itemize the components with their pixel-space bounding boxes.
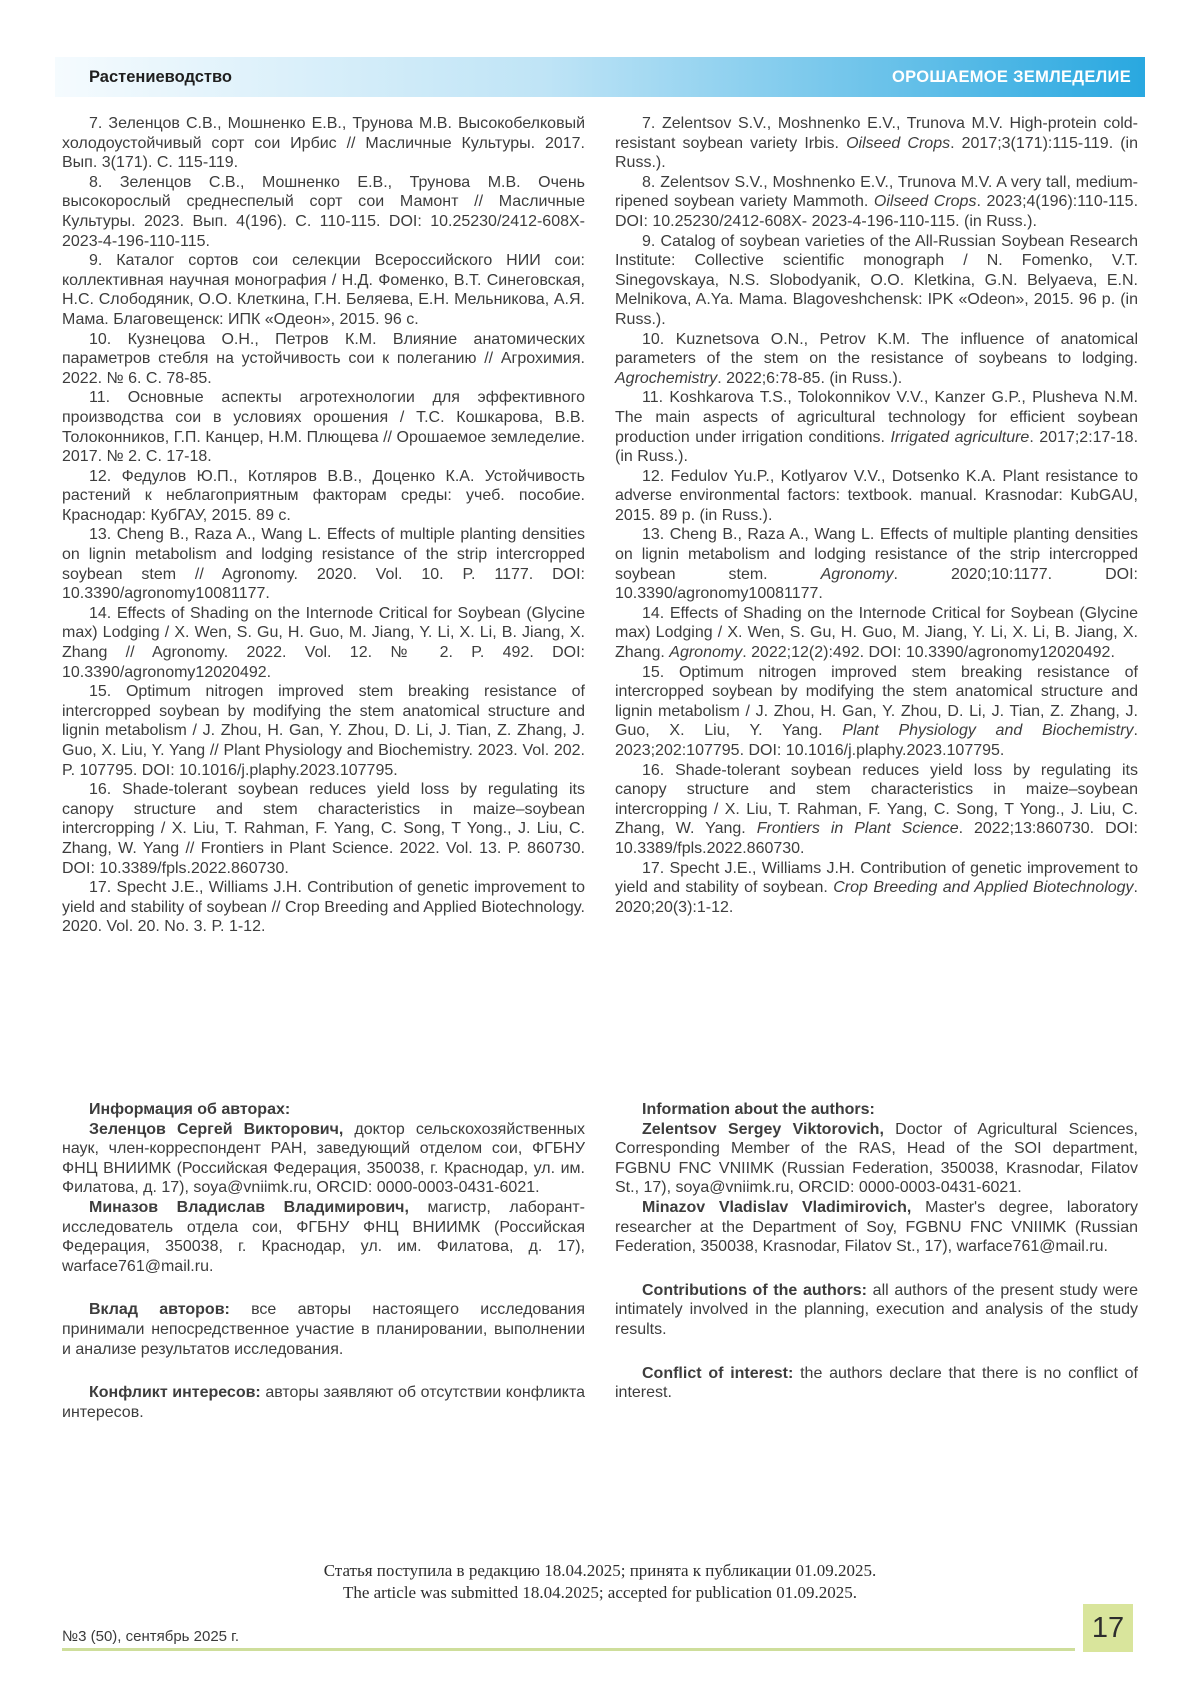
conflict-ru: [62, 1383, 585, 1422]
text-run: 17. Specht J.E., Williams J.H. Contribution of genetic improvement to yield and stability of soybean.: [615, 859, 1138, 897]
references-en-column: [615, 114, 1138, 937]
reference-item: 15. Optimum nitrogen improved stem breaking resistance of intercropped soybean by modifying the stem anatomical structure and lignin metabolism / J. Zhou, H. Gan, Y. Zhou, D. Li, J. Tian, Z. Zhang, J. Guo, X. Liu, Y. Yang // Plant Physiology and Biochemistry. 2023. Vol. 202. P. 107795. DOI: 10.1016/j.plaphy.2023.107795.: [62, 683, 585, 779]
reference-item: 7. Зеленцов С.В., Мошненко Е.В., Трунова М.В. Высокобелковый холодоустойчивый сорт сои Ирбис // Масличные Культуры. 2017. Вып. 3(171). С. 115-119.: [62, 115, 585, 172]
author-ru-minazov: [62, 1198, 585, 1276]
text-run: доктор сельскохозяйственных наук, член-корреспондент РАН, заведующий отделом сои, ФГБНУ ФНЦ ВНИИМК (Российская Федерация, 350038, г. Краснодар, ул. им. Филатова, д. 17), soya@vniimk.ru, ORCID: 0000-0003-0431-6021.: [62, 1120, 585, 1197]
text-run: 14. Effects of Shading on the Internode Critical for Soybean (Glycine max) Lodging / X. Wen, S. Gu, H. Guo, M. Jiang, Y. Li, X. Li, B. Jiang, X. Zhang.: [615, 604, 1138, 662]
italic-journal-title: Agronomy: [669, 644, 743, 662]
text-run: . 2023;4(196):110-115. DOI: 10.25230/2412-608X- 2023-4-196-110-115. (in Russ.).: [615, 193, 1139, 230]
reference-item: 9. Каталог сортов сои селекции Всероссийского НИИ сои: коллективная научная монография / Н.Д. Фоменко, В.Т. Синеговская, Н.С. Слободяник, О.О. Клеткина, Г.Н. Беляева, Е.Н. Мельникова, А.Я. Мама. Благовещенск: ИПК «Одеон», 2015. 96 с.: [62, 252, 585, 328]
text-run: . 2020;10:1177. DOI: 10.3390/agronomy10081177.: [615, 565, 1138, 603]
bold-text: Конфликт интересов:: [89, 1384, 261, 1402]
italic-journal-title: Agronomy: [820, 565, 894, 583]
reference-item: 17. Specht J.E., Williams J.H. Contribution of genetic improvement to yield and stability of soybean // Crop Breeding and Applied Biotechnology. 2020. Vol. 20. No. 3. P. 1-12.: [62, 879, 585, 936]
reference-item: [615, 173, 1138, 232]
reference-item: 8. Зеленцов С.В., Мошненко Е.В., Трунова М.В. Очень высокорослый среднеспелый сорт сои Мамонт // Масличные Культуры. 2023. Вып. 4(196). С. 110-115. DOI: 10.25230/2412-608X- 2023-4-196-110-115.: [62, 173, 585, 250]
text-run: . 2023;202:107795. DOI: 10.1016/j.plaphy.2023.107795.: [615, 722, 1138, 759]
reference-item: [615, 114, 1138, 173]
text-run: 7. Zelentsov S.V., Moshnenko E.V., Trunova M.V. High-protein cold-resistant soybean variety Irbis.: [615, 115, 1138, 152]
submission-line-ru: Статья поступила в редакцию 18.04.2025; принята к публикации 01.09.2025.: [323, 1561, 877, 1580]
references-ru-column: [62, 114, 585, 937]
authors-ru-column: [62, 1100, 585, 1422]
text-run: all authors of the present study were intimately involved in the planning, execution and analysis of the study results.: [615, 1281, 1138, 1338]
text-run: the authors declare that there is no conflict of interest.: [615, 1364, 1138, 1402]
text-run: . 2020;20(3):1-12.: [615, 879, 1138, 916]
issue-label: №3 (50), сентябрь 2025 г.: [62, 1628, 239, 1645]
authors-ru-heading: Информация об авторах:: [89, 1101, 291, 1118]
italic-journal-title: Agrochemistry: [615, 369, 718, 387]
submission-line-en: The article was submitted 18.04.2025; accepted for publication 01.09.2025.: [342, 1583, 858, 1602]
reference-item: 16. Shade-tolerant soybean reduces yield loss by regulating its canopy structure and stem characteristics in maize–soybean intercropping / X. Liu, T. Rahman, F. Yang, C. Song, T Yong., J. Liu, C. Zhang, W. Yang // Frontiers in Plant Science. 2022. Vol. 13. P. 860730. DOI: 10.3389/fpls.2022.860730.: [62, 781, 585, 877]
text-run: Master's degree, laboratory researcher at the Department of Soy, FGBNU FNC VNIIMK (Russian Federation, 350038, Krasnodar, Filatov St., 17), warface761@mail.ru.: [615, 1198, 1139, 1256]
bold-text: Миназов Владислав Владимирович,: [89, 1198, 409, 1216]
bold-text: Minazov Vladislav Vladimirovich,: [642, 1198, 912, 1216]
text-run: Doctor of Agricultural Sciences, Corresponding Member of the RAS, Head of the SOI department, FGBNU FNC VNIIMK (Russian Federation, 350038, Krasnodar, Filatov St., 17), soya@vniimk.ru, ORCID: 0000-0003-0431-6021.: [615, 1120, 1139, 1197]
bold-text: Conflict of interest:: [642, 1364, 794, 1382]
text-run: 16. Shade-tolerant soybean reduces yield loss by regulating its canopy structure and stem characteristics in maize–soybean intercropping / X. Liu, T. Rahman, F. Yang, C. Song, T Yong., J. Liu, C. Zhang, W. Yang.: [615, 761, 1138, 838]
authors-en-heading: Information about the authors:: [642, 1101, 875, 1118]
bold-text: Вклад авторов:: [89, 1301, 230, 1319]
text-run: . 2017;3(171):115-119. (in Russ.).: [615, 134, 1139, 172]
page-number-badge: 17: [1083, 1604, 1133, 1652]
text-run: 15. Optimum nitrogen improved stem breaking resistance of intercropped soybean by modifying the stem anatomical structure and lignin metabolism / J. Zhou, H. Gan, Y. Zhou, D. Li, J. Tian, Z. Zhang, J. Guo, X. Liu, Y. Yang.: [615, 663, 1138, 740]
text-run: 11. Koshkarova T.S., Tolokonnikov V.V., Kanzer G.P., Plusheva N.M. The main aspects of agricultural technology for efficient soybean production under irrigation conditions.: [615, 389, 1138, 446]
italic-journal-title: Irrigated agriculture: [890, 428, 1030, 446]
footer-rule: [62, 1648, 1075, 1651]
author-en-minazov: [615, 1198, 1138, 1257]
text-run: 12. Fedulov Yu.P., Kotlyarov V.V., Dotsenko K.A. Plant resistance to adverse environmental factors: textbook. manual. Krasnodar: KubGAU, 2015. 89 p. (in Russ.).: [615, 467, 1138, 524]
text-run: . 2022;12(2):492. DOI: 10.3390/agronomy12020492.: [742, 644, 1115, 662]
journal-rubric-label: ОРОШАЕМОЕ ЗЕМЛЕДЕЛИЕ: [892, 67, 1131, 86]
text-run: 10. Kuznetsova O.N., Petrov K.M. The influence of anatomical parameters of the stem on the resistance of soybeans to lodging.: [615, 330, 1138, 368]
text-run: . 2022;6:78-85. (in Russ.).: [717, 369, 903, 387]
reference-item: [615, 525, 1138, 603]
reference-item: 13. Cheng B., Raza A., Wang L. Effects of multiple planting densities on lignin metabolism and lodging resistance of the strip intercropped soybean stem // Agronomy. 2020. Vol. 10. P. 1177. DOI: 10.3390/agronomy10081177.: [62, 526, 585, 603]
italic-journal-title: Oilseed Crops: [846, 134, 951, 152]
italic-journal-title: Frontiers in Plant Science: [756, 820, 959, 838]
bold-text: Contributions of the authors:: [642, 1281, 867, 1299]
header-bar: [55, 57, 1145, 97]
reference-item: 12. Федулов Ю.П., Котляров В.В., Доценко К.А. Устойчивость растений к неблагоприятным факторам среды: учеб. пособие. Краснодар: КубГАУ, 2015. 89 с.: [62, 467, 585, 524]
text-run: 9. Catalog of soybean varieties of the All-Russian Soybean Research Institute: Collective scientific monograph / N. Fomenko, V.T. Sinegovskaya, N.S. Slobodyanik, O.O. Kletkina, G.N. Belyaeva, E.N. Melnikova, A.Ya. Mama. Blagoveshchensk: IPK «Odeon», 2015. 96 p. (in Russ.).: [615, 232, 1138, 328]
text-run: магистр, лаборант-исследователь отдела сои, ФГБНУ ФНЦ ВНИИМК (Российская Федерация, 350038, г. Краснодар, ул. им. Филатова, д. 17), warface761@mail.ru.: [62, 1198, 585, 1275]
authors-en-column: [615, 1100, 1138, 1422]
text-run: . 2022;13:860730. DOI: 10.3389/fpls.2022.860730.: [615, 820, 1138, 857]
author-ru-zelentsov: [62, 1120, 585, 1198]
contribution-en: [615, 1281, 1138, 1340]
italic-journal-title: Plant Physiology and Biochemistry: [842, 722, 1134, 740]
italic-journal-title: Oilseed Crops: [873, 193, 977, 211]
text-run: . 2017;2:17-18. (in Russ.).: [615, 428, 1139, 466]
authors-section: [62, 1100, 1138, 1422]
submission-dates: [0, 1560, 1200, 1604]
reference-item: [615, 467, 1138, 526]
section-label: Растениеводство: [89, 67, 232, 86]
text-run: 8. Zelentsov S.V., Moshnenko E.V., Trunova M.V. A very tall, medium-ripened soybean variety Mammoth.: [615, 173, 1138, 211]
reference-item: [615, 663, 1138, 761]
reference-item: [615, 761, 1138, 859]
reference-item: [615, 388, 1138, 466]
reference-item: [615, 330, 1138, 389]
reference-item: 10. Кузнецова О.Н., Петров К.М. Влияние анатомических параметров стебля на устойчивость сои к полеганию // Агрохимия. 2022. № 6. С. 78-85.: [62, 330, 585, 387]
italic-journal-title: Crop Breeding and Applied Biotechnology: [833, 879, 1134, 897]
text-run: 13. Cheng B., Raza A., Wang L. Effects of multiple planting densities on lignin metabolism and lodging resistance of the strip intercropped soybean stem.: [615, 526, 1138, 583]
references-section: [62, 114, 1138, 937]
reference-item: [615, 232, 1138, 330]
contribution-ru: [62, 1300, 585, 1359]
text-run: все авторы настоящего исследования принимали непосредственное участие в планировании, выполнении и анализе результатов исследования.: [62, 1301, 585, 1358]
bold-text: Zelentsov Sergey Viktorovich,: [642, 1120, 884, 1138]
reference-item: 14. Effects of Shading on the Internode Critical for Soybean (Glycine max) Lodging / X. Wen, S. Gu, H. Guo, M. Jiang, Y. Li, X. Li, B. Jiang, X. Zhang // Agronomy. 2022. Vol. 12. № 2. P. 492. DOI: 10.3390/agronomy12020492.: [62, 604, 585, 681]
author-en-zelentsov: [615, 1120, 1138, 1198]
reference-item: 11. Основные аспекты агротехнологии для эффективного производства сои в условиях орошения / Т.С. Кошкарова, В.В. Толоконников, Г.П. Канцер, Н.М. Плющева // Орошаемое земледелие. 2017. № 2. С. 17-18.: [62, 389, 585, 466]
text-run: авторы заявляют об отсутствии конфликта интересов.: [62, 1384, 586, 1421]
bold-text: Зеленцов Сергей Викторович,: [89, 1120, 344, 1138]
reference-item: [615, 604, 1138, 663]
conflict-en: [615, 1364, 1138, 1403]
reference-item: [615, 859, 1138, 918]
